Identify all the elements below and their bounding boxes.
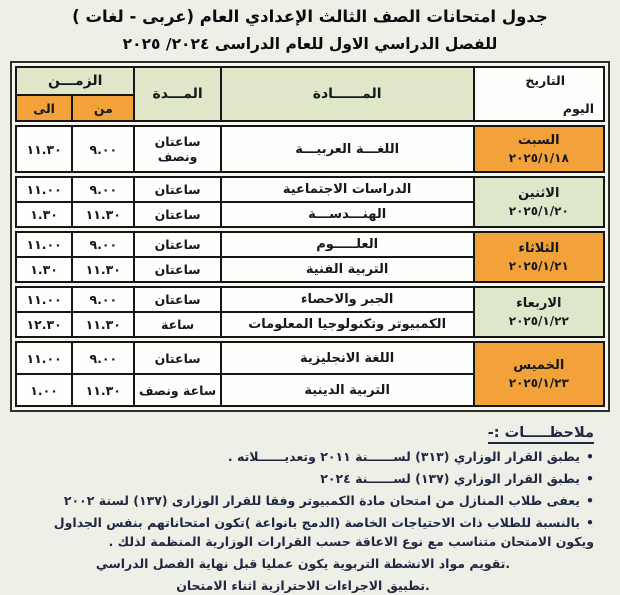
notes-heading-row [12,422,594,444]
day-groups [15,125,605,407]
subject-cell: العلـــــوم [221,232,474,257]
note-item [12,555,594,573]
duration-cell: ساعتان ونصف [134,126,220,172]
to-cell: ١١.٠٠ [16,342,72,374]
exam-row [16,287,604,312]
day-cell [474,287,604,337]
day-name: الاثنين [518,186,560,201]
from-header: من [72,95,134,121]
note-item [12,492,594,510]
note-item [12,514,594,550]
to-cell: ١١.٠٠ [16,177,72,202]
to-cell: ١.٣٠ [16,202,72,227]
day-cell [474,232,604,282]
day-name: السبت [517,133,560,148]
day-date: ٢٠٢٥/١/٢١ [508,259,569,273]
title-block [0,0,620,53]
to-cell: ١١.٣٠ [16,126,72,172]
from-cell: ٩.٠٠ [72,126,134,172]
subject-cell: الجبر والاحصاء [221,287,474,312]
day-date: ٢٠٢٥/١/١٨ [508,151,569,165]
from-cell: ٩.٠٠ [72,342,134,374]
exam-row [16,232,604,257]
page-title: جدول امتحانات الصف الثالث الإعدادي العام (عربى - لغات ) [72,7,548,26]
bullet-icon: • [586,493,594,509]
duration-cell: ساعة [134,312,220,337]
notes-heading: ملاحظـــــات :- [488,425,594,444]
day-date: ٢٠٢٥/١/٢٠ [508,204,569,218]
from-cell: ٩.٠٠ [72,287,134,312]
note-text: يطبق القرار الوزاري (١٣٧) لســــــنة ٢٠٢٤ [320,471,580,487]
note-text: .تطبيق الاجراءات الاحترازية اثناء الامتحان [176,577,430,593]
duration-cell: ساعتان [134,177,220,202]
table-header [15,66,605,122]
time-header: الزمـــن [16,67,134,95]
duration-cell: ساعتان [134,232,220,257]
to-cell: ١.٣٠ [16,257,72,282]
from-cell: ١١.٣٠ [72,202,134,227]
duration-header: المـــدة [134,67,220,121]
day-group [15,286,605,338]
from-cell: ٩.٠٠ [72,232,134,257]
to-header: الى [16,95,72,121]
note-text: يطبق القرار الوزاري (٣١٣) لســــــنة ٢٠١١ وتعديــــــلاته . [227,449,580,464]
subject-header: المــــــادة [221,67,474,121]
day-cell [474,342,604,406]
day-header-label: اليوم [562,101,594,116]
from-cell: ١١.٣٠ [72,374,134,406]
date-header-label: التاريخ [525,73,565,88]
duration-cell: ساعة ونصف [134,374,220,406]
day-group [15,176,605,228]
page-subtitle: للفصل الدراسي الاول للعام الدراسى ٢٠٢٤/ ٢٠٢٥ [122,35,498,53]
bullet-icon: • [586,515,594,531]
subject-cell: الكمبيوتر وتكنولوجيا المعلومات [221,312,474,337]
day-name: الاربعاء [516,296,562,311]
notes-list [12,448,594,595]
subject-cell: التربية الدينية [221,374,474,406]
date-day-header-cell [474,67,604,121]
duration-cell: ساعتان [134,287,220,312]
to-cell: ١.٠٠ [16,374,72,406]
from-cell: ٩.٠٠ [72,177,134,202]
note-item [12,577,594,595]
exam-schedule-table [10,61,610,412]
from-cell: ١١.٣٠ [72,312,134,337]
day-cell [474,126,604,172]
notes-section [12,422,594,595]
bullet-icon: • [586,471,594,487]
note-text: بالنسبة للطلاب ذات الاحتياجات الخاصة (الدمج بانواعة )تكون امتحاناتهم بنفس الجداول ويكون الامتحان متناسب مع نوع الاعاقة حسب القرارات الوزارية المنظمة لذلك . [53,515,594,549]
subject-cell: اللغـــة العربيـــة [221,126,474,172]
subject-cell: الدراسات الاجتماعية [221,177,474,202]
day-date: ٢٠٢٥/١/٢٢ [508,314,569,328]
duration-cell: ساعتان [134,257,220,282]
duration-cell: ساعتان [134,342,220,374]
note-text: يعفى طلاب المنازل من امتحان مادة الكمبيوتر وفقا للقرار الوزارى (١٣٧) لسنة ٢٠٠٢ [63,493,580,509]
note-item [12,470,594,488]
from-cell: ١١.٣٠ [72,257,134,282]
day-group [15,341,605,407]
duration-cell: ساعتان [134,202,220,227]
note-text: .تقويم مواد الانشطة التربوية يكون عمليا قبل نهاية الفصل الدراسي [95,555,511,571]
day-date: ٢٠٢٥/١/٢٣ [508,376,569,390]
to-cell: ١١.٠٠ [16,287,72,312]
exam-row [16,342,604,374]
day-group [15,125,605,173]
subject-cell: الهنـــدســـة [221,202,474,227]
subject-cell: اللغة الانجليزية [221,342,474,374]
bullet-icon: • [586,449,594,464]
exam-row [16,126,604,172]
exam-row [16,177,604,202]
to-cell: ١٢.٣٠ [16,312,72,337]
subject-cell: التربية الفنية [221,257,474,282]
day-name: الثلاثاء [518,241,560,256]
day-group [15,231,605,283]
to-cell: ١١.٠٠ [16,232,72,257]
day-name: الخميس [513,358,565,373]
day-cell [474,177,604,227]
note-item [12,448,594,466]
